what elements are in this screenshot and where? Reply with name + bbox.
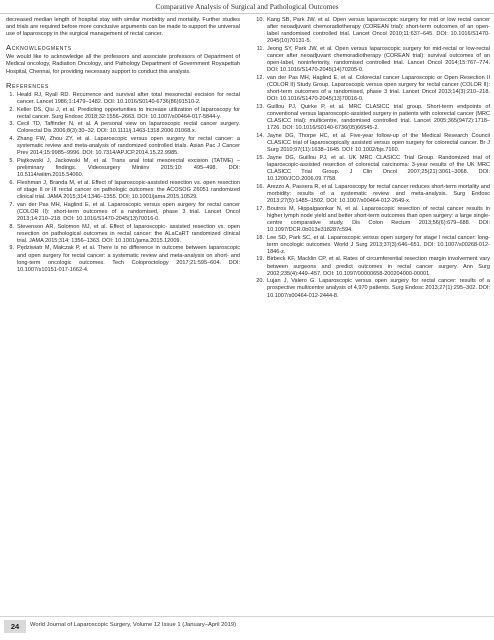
header-rule (0, 13, 494, 14)
reference-text: Jayne DG, Guillou PJ, et al. UK MRC CLASICC Trial Group. Randomized trial of laparoscopic-assisted resection of colorectal carcinoma: 3-year results of the UK MRC CLASICC Trial Group. J Clin Oncol 2007;25(21):3061–3068. DOI: 10.1200/JCO.2006.09.7758. (267, 154, 490, 183)
reference-number: 12. (256, 74, 264, 81)
reference-text: Lee SD, Park SC, et al. Laparoscopic versus open surgery for stage I rectal cancer: long-term oncologic outcomes. World J Surg 2013;37(3):646–651. DOI: 10.1007/s00268-012-1846-z. (267, 234, 490, 255)
left-column (6, 17, 240, 274)
reference-item (6, 158, 240, 179)
reference-text: Piątkowski J, Jackowski M, et al. Trans anal total mesorectal excision (TATME) – preliminary findings. Videosurgery Miniinv 2015;10: 495–498. DOI: 10.5114/wiitm.2015.54060. (17, 157, 240, 179)
reference-number: 7. (9, 201, 14, 208)
reference-text: Heald RJ, Ryall RD. Recurrence and survival after total mesorectal excision for rectal cancer. Lancet 1986;1:1479–1482. DOI: 10.1016/S0140-6736(86)91510-2. (17, 91, 240, 105)
reference-number: 5. (9, 157, 14, 164)
reference-number: 9. (9, 245, 14, 252)
reference-number: 6. (9, 179, 14, 186)
page-number: 24 (4, 620, 26, 633)
reference-text: Lujan J, Valero G. Laparoscopic versus open surgery for rectal cancer: results of a prospective multicentre analysis of 4,970 patients. Surg Endosc 2013;27(1):295–302. DOI: 10.1007/s00464-012-2444-8. (267, 278, 490, 299)
reference-number: 13. (256, 103, 264, 110)
right-column (254, 17, 490, 300)
reference-text: Pędziwiatr M, Małczak P, et al. There is no difference in outcome between laparoscopic and open surgery for rectal cancer: a systematic review and meta-analysis on short- and long-term oncologic outcomes. Tech Coloproctology 2017;21:595–604. DOI: 10.1007/s10151-017-1662-4. (17, 245, 240, 273)
reference-text: Cecil TD, Taffinder N, et al. A personal view on laparoscopic rectal cancer surgery. Colorectal Dis 2006;8(3):30–32. DOI: 10.1111/j.1463-1318.2006.01068.x. (17, 121, 240, 135)
reference-number: 16. (256, 183, 264, 190)
reference-item (6, 92, 240, 106)
reference-item (6, 121, 240, 135)
acknowledgments-heading: Acknowledgments (6, 43, 72, 53)
reference-text: Stevenson AR, Solomon MJ, et al. Effect of laparoscopic- assisted resection vs. open resection on pathological outcomes in rectal cancer: the ALaCaRT randomized clinical trial. JAMA 2015;314: 1356–1363. DOI: 10.1001/jama.2015.12009. (17, 223, 240, 244)
reference-item (254, 17, 490, 45)
reference-number: 15. (256, 154, 264, 161)
reference-item (6, 107, 240, 121)
reference-number: 8. (9, 223, 14, 230)
reference-item (254, 133, 490, 154)
reference-number: 2. (9, 106, 14, 113)
journal-citation: World Journal of Laparoscopic Surgery, Volume 12 Issue 1 (January–April 2019) (30, 622, 237, 628)
reference-text: van der Pas MH, Haglind E, et al. Laparoscopic versus open surgery for rectal cancer (COLOR II): short-term outcomes of a randomised, phase 3 trial. Lancet Oncol 2013;14:210–218. DOI: 10.1016/S1470-2045(13)70016-0. (17, 201, 240, 222)
reference-text: Zhang FW, Zhou ZY, et al. Laparoscopic versus open surgery for rectal cancer: a systematic review and meta-analysis of randomized controlled trials. Asian Pac J Cancer Prev 2014;15:9985–9996. DOI: 10.7314/APJCP.2014.15.22.9985. (17, 136, 240, 157)
intro-paragraph: decreased median length of hospital stay with similar morbidity and mortality. Further studies and trials are required before more conclusive arguments can be made to support the universal use of laparoscopy in the surgical management of rectal cancer. (6, 17, 240, 38)
reference-number: 10. (256, 17, 264, 23)
reference-item (6, 202, 240, 223)
reference-number: 20. (256, 278, 264, 285)
reference-number: 18. (256, 234, 264, 241)
running-head: Comparative Analysis of Surgical and Pathological Outcomes (155, 2, 339, 11)
reference-text: van der Pas MH, Haglind E, et al. Colorectal cancer Laparoscopic or Open Resection II (COLOR II) Study Group. Laparoscopic versus open surgery for rectal cancer (COLOR II): short-term outcomes of a randomised, phase 3 trial. Lancet Oncol 2013;14(3):210–218. DOI: 10.1016/S1470-2045(13)70016-0. (267, 74, 490, 103)
reference-number: 3. (9, 121, 14, 128)
reference-text: Jeong SY, Park JW, et al. Open versus laparoscopic surgery for mid-rectal or low-rectal cancer after neoadjuvant chemoradiotherapy (COREAN trial): survival outcomes of an open-label, noninferiority, randomised controlled trial. Lancet Oncol 2014;15:767–774. DOI: 10.1016/S1470-2045(14)70205-0. (267, 45, 490, 74)
reference-item (6, 180, 240, 201)
reference-item (254, 46, 490, 74)
acknowledgments-text: We would like to acknowledge all the professors and associate professors of Department of Medical oncology, Radiation Oncology, and Pathology Department of Government Royapettah Hospital, Chennai, for providing necessary support to conduct this analysis. (6, 54, 240, 75)
reference-number: 19. (256, 256, 264, 263)
reference-text: Arezzo A, Passera R, et al. Laparoscopy for rectal cancer reduces short-term mortality and morbidity: results of a systematic review and meta-analysis. Surg Endosc 2013;27(5):1485–1502. DOI: 10.1007/s00464-012-2649-x. (267, 183, 490, 204)
reference-text: Kang SB, Park JW, et al. Open versus laparoscopic surgery for mid or low rectal cancer after neoadjuvant chemoradiotherapy (COREAN trial): short-term outcomes of an open-label randomised controlled trial. Lancet Oncol 2010;11:637–645. DOI: 10.1016/S1470-2045(10)70131-5. (267, 17, 490, 45)
reference-list-left (6, 92, 240, 274)
reference-item (254, 256, 490, 277)
reference-item (254, 184, 490, 205)
reference-number: 4. (9, 136, 14, 143)
reference-number: 11. (256, 45, 264, 52)
reference-item (6, 224, 240, 245)
reference-text: Boutros M, Hippalgaonkar N, et al. Laparoscopic resection of rectal cancer results in higher lymph node yield and better short-term outcomes than open surgery: a large single-centre comparative study. Dis Colon Rectum 2013;56(6):679–688. DOI: 10.1097/DCR.0b013e318287c594. (267, 205, 490, 233)
references-heading: References (6, 80, 50, 90)
reference-text: Fleshman J, Branda M, et al. Effect of laparoscopic-assisted resection vs. open resection of stage II or III rectal cancer on pathologic outcomes: the ACOSOG Z6051 randomized clinical trial. JAMA 2015;314:1346–1355. DOI: 10.1001/jama.2015.10529. (17, 179, 240, 201)
reference-item (254, 206, 490, 234)
reference-number: 14. (256, 132, 264, 139)
reference-item (254, 155, 490, 183)
page-footer (0, 616, 494, 634)
reference-text: Guillou PJ, Quirke P, et al. MRC CLASICC trial group. Short-term endpoints of conventional versus laparoscopic-assisted surgery in patients with colorectal cancer (MRC CLASICC trial): multicentre, randomised controlled trial. Lancet 2005;365(9472):1718–1726. DOI: 10.1016/S0140-6736(05)66545-2. (267, 103, 490, 132)
reference-text: Jayne DG, Thorpe HC, et al. Five-year follow-up of the Medical Research Council CLASICC trial of laparoscopically assisted versus open surgery for colorectal cancer. Br J Surg 2010;97(11):1638–1645. DOI: 10.1002/bjs.7160. (267, 132, 490, 154)
reference-text: Keller DS, Qiu J, et al. Predicting opportunities to increase utilization of laparoscopy for rectal cancer. Surg Endosc 2018;32:1556–2663. DOI: 10.1007/s00464-017-5844-y. (17, 106, 240, 120)
reference-item (254, 235, 490, 256)
reference-number: 1. (9, 91, 14, 98)
reference-number: 17. (256, 205, 264, 212)
reference-item (254, 278, 490, 299)
reference-item (254, 75, 490, 103)
reference-item (6, 136, 240, 157)
reference-list-right (254, 17, 490, 300)
reference-item (6, 245, 240, 273)
reference-text: Birbeck KF, Macklin CP, et al. Rates of circumferential resection margin involvement vary between surgeons and predict outcomes in rectal cancer surgery. Ann Surg 2002;235(4):449–457. DOI: 10.1097/00000658-200204000-00001. (267, 256, 490, 277)
reference-item (254, 104, 490, 132)
